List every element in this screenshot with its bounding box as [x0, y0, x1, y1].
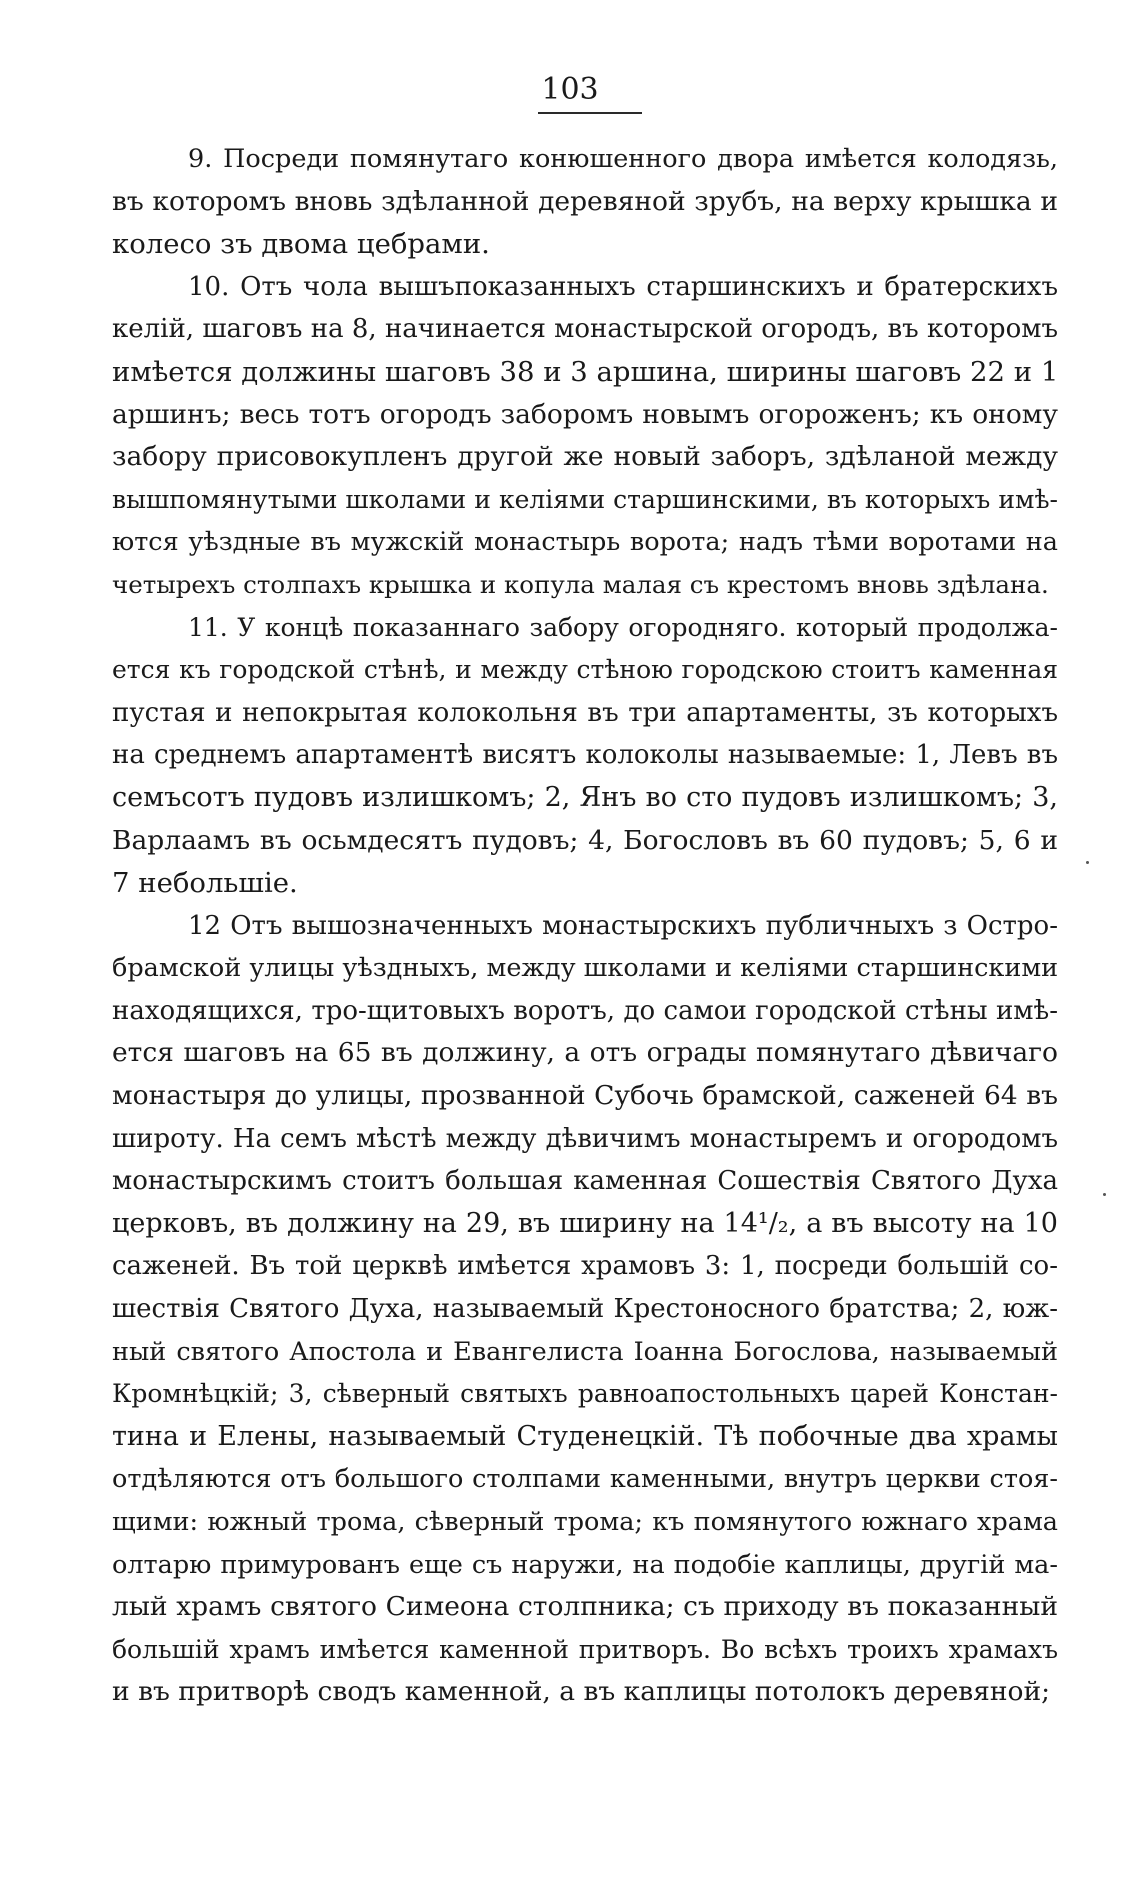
text-line: на среднемъ апартаментѣ висятъ колоколы называемые: 1, Левъ въ: [112, 740, 1058, 771]
text-line: брамской улицы уѣздныхъ, между школами и келіями старшинскими: [112, 953, 1058, 984]
text-line: тина и Елены, называемый Студенецкій. Тѣ побочные два храмы: [112, 1420, 1058, 1452]
paragraph-p10: [112, 266, 1058, 607]
text-line: и въ притворѣ сводъ каменной, а въ каплицы потолокъ деревяной;: [112, 1676, 1051, 1708]
scan-speck: [1103, 1193, 1106, 1196]
text-line: келій, шаговъ на 8, начинается монастырской огородъ, въ которомъ: [112, 314, 1058, 345]
text-line: отдѣляются отъ большого столпами каменными, внутръ церкви стоя-: [112, 1464, 1058, 1495]
text-line: 11. У концѣ показаннаго забору огородняго. который продолжа-: [188, 612, 1058, 642]
text-line: находящихся, тро-щитовыхъ воротъ, до самои городской стѣны имѣ-: [112, 995, 1058, 1026]
text-line: 12 Отъ вышозначенныхъ монастырскихъ публичныхъ з Остро-: [188, 910, 1058, 941]
text-line: 9. Посреди помянутаго конюшенного двора имѣется колодязь,: [188, 144, 1058, 174]
scan-speck: [1086, 861, 1089, 864]
text-line: монастырскимъ стоитъ большая каменная Сошествія Святого Духа: [112, 1166, 1058, 1197]
text-line: Кромнѣцкій; 3, сѣверный святыхъ равноапостольныхъ царей Констан-: [112, 1379, 1058, 1409]
text-line: 7 небольшіе.: [112, 867, 298, 900]
page-number: 103: [541, 72, 599, 107]
text-line: щими: южный трома, сѣверный трома; къ помянутого южнаго храма: [112, 1507, 1058, 1537]
page-number-rule: [538, 112, 642, 114]
text-line: церковъ, въ должину на 29, въ ширину на 14¹/₂, а въ высоту на 10: [112, 1207, 1058, 1239]
text-line: олтарю примурованъ еще съ наружи, на подобіе каплицы, другій ма-: [112, 1549, 1058, 1580]
text-line: лый храмъ святого Симеона столпника; съ приходу въ показанный: [112, 1591, 1058, 1623]
text-line: вышпомянутыми школами и келіями старшинскими, въ которыхъ имѣ-: [112, 484, 1058, 514]
text-line: семъсотъ пудовъ излишкомъ; 2, Янъ во сто пудовъ излишкомъ; 3,: [112, 781, 1058, 813]
text-line: шествія Святого Духа, называемый Крестоносного братства; 2, юж-: [112, 1294, 1058, 1325]
text-line: имѣется должины шаговъ 38 и 3 аршина, ширины шаговъ 22 и 1: [112, 355, 1058, 388]
text-line: четырехъ столпахъ крышка и копула малая съ крестомъ вновь здѣлана.: [112, 569, 1049, 599]
text-line: саженей. Въ той церквѣ имѣется храмовъ 3: 1, посреди большій со-: [112, 1251, 1058, 1282]
text-line: 10. Отъ чола вышъпоказанныхъ старшинскихъ и братерскихъ: [188, 271, 1058, 302]
paragraph-p11: [112, 607, 1058, 905]
text-line: пустая и непокрытая колокольня въ три апартаменты, зъ которыхъ: [112, 697, 1058, 728]
text-line: въ которомъ вновь здѣланной деревяной зрубъ, на верху крышка и: [112, 185, 1058, 217]
text-line: ется шаговъ на 65 въ должину, а отъ ограды помянутаго дѣвичаго: [112, 1037, 1058, 1069]
text-line: большій храмъ имѣется каменной притворъ. Во всѣхъ троихъ храмахъ: [112, 1634, 1058, 1664]
text-line: монастыря до улицы, прозванной Субочь брамской, саженей 64 въ: [112, 1080, 1058, 1112]
text-line: ется къ городской стѣнѣ, и между стѣною городскою стоитъ каменная: [112, 655, 1058, 685]
text-line: широту. На семъ мѣстѣ между дѣвичимъ монастыремъ и огородомъ: [112, 1123, 1058, 1154]
text-line: ются уѣздные въ мужскій монастырь ворота; надъ тѣми воротами на: [112, 527, 1058, 558]
paragraph-p9: [112, 138, 1058, 266]
text-line: колесо зъ двома цебрами.: [112, 228, 490, 261]
body-text: [112, 138, 1058, 1714]
text-line: Варлаамъ въ осьмдесятъ пудовъ; 4, Богословъ въ 60 пудовъ; 5, 6 и: [112, 824, 1058, 856]
text-line: забору присовокупленъ другой же новый заборъ, здѣланой между: [112, 441, 1058, 473]
text-line: аршинъ; весь тотъ огородъ заборомъ новымъ огороженъ; къ оному: [112, 398, 1058, 430]
text-line: ный святого Апостола и Евангелиста Іоанна Богослова, называемый: [112, 1336, 1058, 1367]
paragraph-p12: [112, 905, 1058, 1714]
